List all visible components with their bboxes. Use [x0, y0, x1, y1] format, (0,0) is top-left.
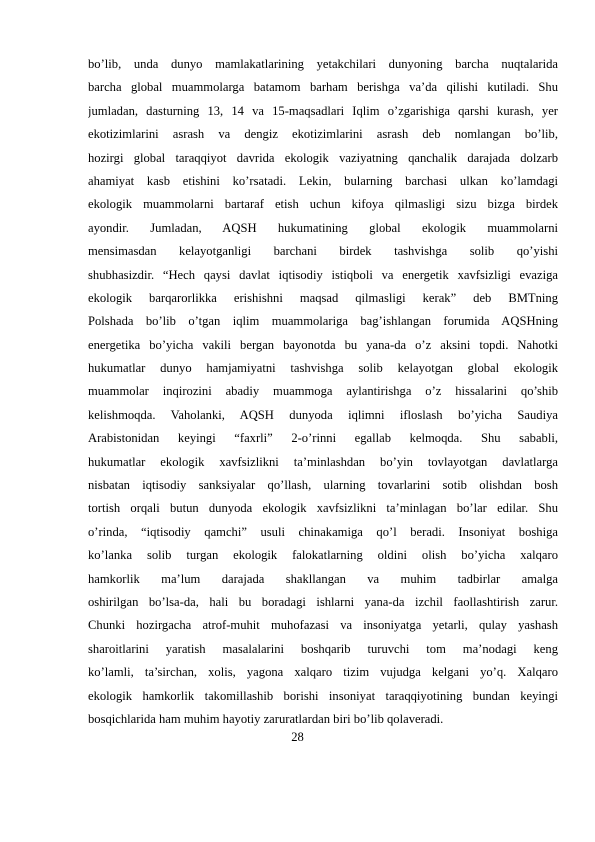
- text-line: ko’lamli, ta’sirchan, xolis, yagona xalqaro tizim vujudga kelgani yo’q. Xalqaro: [88, 665, 558, 680]
- text-line: Polshada bo’lib o’tgan iqlim muammolariga bag’ishlangan forumida AQSHning: [88, 314, 558, 329]
- text-line: ko’lanka solib turgan ekologik falokatlarning oldini olish bo’yicha xalqaro: [88, 548, 558, 563]
- text-line: mensimasdan kelayotganligi barchani birdek tashvishga solib qo’yishi: [88, 244, 558, 259]
- text-line: energetika bo’yicha vakili bergan bayonotda bu yana-da o’z aksini topdi. Nahotki: [88, 337, 558, 352]
- text-line: ekotizimlarini asrash va dengiz ekotizimlarini asrash deb nomlangan bo’lib,: [88, 127, 558, 142]
- text-line: Arabistonidan keyingi “faxrli” 2-o’rinni egallab kelmoqda. Shu sababli,: [88, 431, 558, 446]
- text-line: Chunki hozirgacha atrof-muhit muhofazasi va insoniyatga yetarli, qulay yashash: [88, 618, 558, 633]
- text-line: sharoitlarini yaratish masalalarini boshqarib turuvchi tom ma’nodagi keng: [88, 641, 558, 656]
- body-paragraph: [88, 53, 558, 731]
- text-line: hukumatlar ekologik xavfsizlikni ta’minlashdan bo’yin tovlayotgan davlatlarga: [88, 454, 558, 469]
- text-line: barcha global muammolarga batamom barham berishga va’da qilishi kutiladi. Shu: [88, 80, 558, 95]
- text-line: nisbatan iqtisodiy sanksiyalar qo’llash, ularning tovarlarini sotib olishdan bosh: [88, 478, 558, 493]
- text-line: kelishmoqda. Vaholanki, AQSH dunyoda iqlimni ifloslash bo’yicha Saudiya: [88, 407, 558, 422]
- text-line: ekologik hamkorlik takomillashib borishi insoniyat taraqqiyotining bundan keyingi: [88, 688, 558, 703]
- text-line: hamkorlik ma’lum darajada shakllangan va muhim tadbirlar amalga: [88, 571, 558, 586]
- text-line: ahamiyat kasb etishini ko’rsatadi. Lekin, bularning barchasi ulkan ko’lamdagi: [88, 173, 558, 188]
- text-line-last: bosqichlarida ham muhim hayotiy zaruratlardan biri bo’lib qolaveradi.: [88, 711, 444, 726]
- text-line: shubhasizdir. “Hech qaysi davlat iqtisodiy istiqboli va energetik xavfsizligi evaziga: [88, 267, 558, 282]
- text-line: bo’lib, unda dunyo mamlakatlarining yetakchilari dunyoning barcha nuqtalarida: [88, 57, 558, 71]
- text-line: ekologik barqarorlikka erishishni maqsad qilmasligi kerak” deb BMTning: [88, 290, 558, 305]
- text-line: jumladan, dasturning 13, 14 va 15-maqsadlari Iqlim o’zgarishiga qarshi kurash, yer: [88, 103, 558, 118]
- text-line: o’rinda, “iqtisodiy qamchi” usuli chinakamiga qo’l beradi. Insoniyat boshiga: [88, 524, 558, 539]
- text-line: oshirilgan bo’lsa-da, hali bu boradagi ishlarni yana-da izchil faollashtirish zarur.: [88, 594, 558, 609]
- text-line: tortish orqali butun dunyoda ekologik xavfsizlikni ta’minlagan bo’lar edilar. Shu: [88, 501, 558, 516]
- text-line: hozirgi global taraqqiyot davrida ekologik vaziyatning qanchalik darajada dolzarb: [88, 150, 558, 165]
- text-line: ekologik muammolarni bartaraf etish uchun kifoya qilmasligi sizu bizga birdek: [88, 197, 558, 212]
- text-line: muammolar inqirozini abadiy muammoga aylantirishga o’z hissalarini qo’shib: [88, 384, 558, 399]
- text-line: ayondir. Jumladan, AQSH hukumatining global ekologik muammolarni: [88, 220, 558, 235]
- page-number: 28: [291, 730, 304, 744]
- text-line: hukumatlar dunyo hamjamiyatni tashvishga solib kelayotgan global ekologik: [88, 361, 558, 376]
